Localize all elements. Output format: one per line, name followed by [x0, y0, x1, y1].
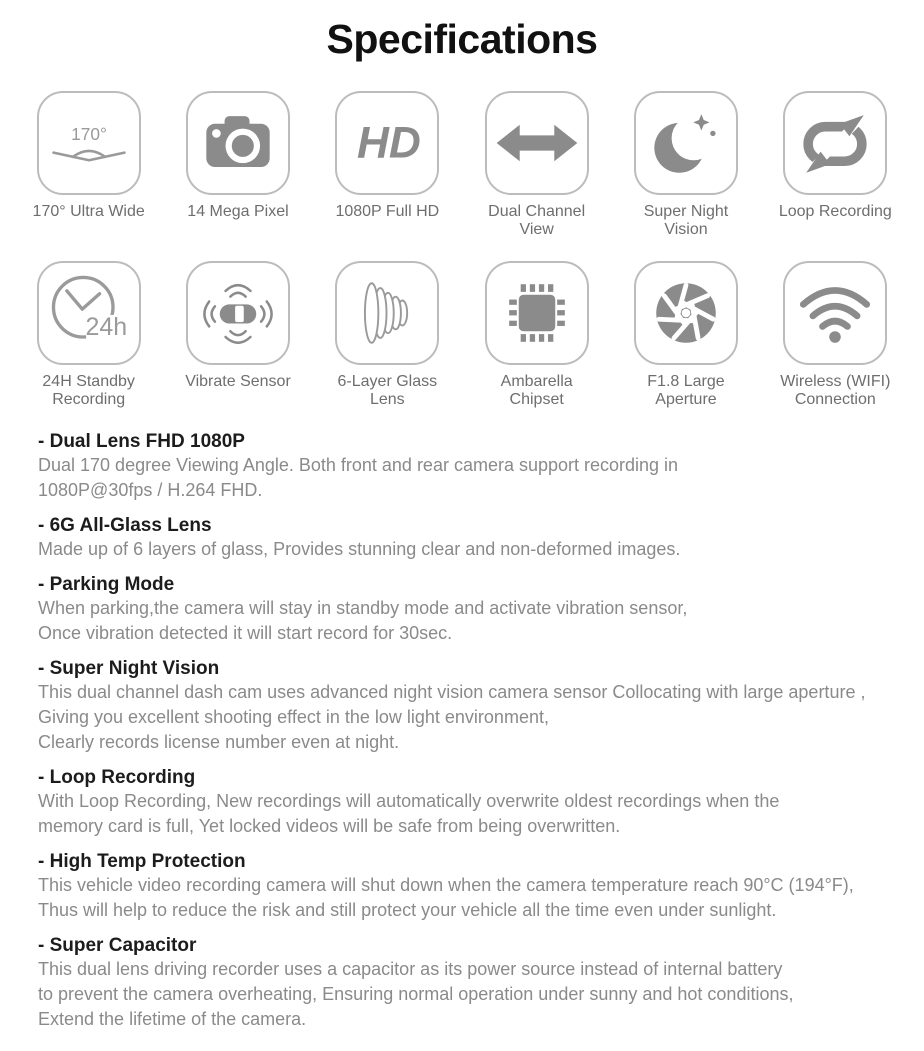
aperture-icon — [638, 265, 734, 361]
feature-dual-channel — [462, 91, 611, 239]
feature-label: Wireless (WIFI) Connection — [780, 373, 891, 408]
spec-line: 1080P@30fps / H.264 FHD. — [38, 480, 263, 500]
spec-heading: - Super Night Vision — [38, 658, 220, 679]
feature-label: Loop Recording — [778, 203, 892, 220]
icon-box — [186, 91, 290, 195]
spec-line: This dual channel dash cam uses advanced night vision camera sensor Collocating with large aperture , — [38, 682, 866, 702]
icon-box — [634, 91, 738, 195]
spec-line: This dual lens driving recorder uses a capacitor as its power source instead of internal battery — [38, 959, 783, 979]
clock-24h-icon — [41, 265, 137, 361]
feature-wifi — [761, 261, 910, 409]
icon-box — [335, 91, 439, 195]
spec-line: Dual 170 degree Viewing Angle. Both front and rear camera support recording in — [38, 455, 679, 475]
icon-box — [783, 261, 887, 365]
spec-section-loop-recording — [38, 767, 886, 839]
spec-line: This vehicle video recording camera will shut down when the camera temperature reach 90°C (194°F), — [38, 875, 854, 895]
moon-stars-icon — [638, 95, 734, 191]
wifi-icon — [787, 265, 883, 361]
feature-label: F1.8 Large Aperture — [647, 373, 725, 408]
spec-line: Made up of 6 layers of glass, Provides stunning clear and non-deformed images. — [38, 539, 681, 559]
spec-heading: - Dual Lens FHD 1080P — [38, 431, 245, 452]
feature-label: Ambarella Chipset — [500, 373, 573, 408]
spec-line: Once vibration detected it will start record for 30sec. — [38, 623, 453, 643]
feature-loop-recording — [761, 91, 910, 239]
spec-line: Giving you excellent shooting effect in the low light environment, — [38, 707, 549, 727]
spec-heading: - 6G All-Glass Lens — [38, 515, 212, 536]
feature-full-hd — [313, 91, 462, 239]
spec-section-high-temp — [38, 851, 886, 923]
spec-heading: - Loop Recording — [38, 767, 196, 788]
page-title: Specifications — [326, 16, 598, 62]
feature-24h-standby — [14, 261, 163, 409]
spec-section-night-vision — [38, 658, 886, 755]
spec-section-glass-lens — [38, 515, 886, 562]
icon-box — [37, 91, 141, 195]
spec-line: Clearly records license number even at night. — [38, 732, 400, 752]
feature-label: Dual Channel View — [488, 203, 586, 238]
spec-line: When parking,the camera will stay in standby mode and activate vibration sensor, — [38, 598, 688, 618]
feature-label: 1080P Full HD — [335, 203, 440, 220]
spec-text-area — [0, 431, 924, 1032]
icon-box — [335, 261, 439, 365]
feature-grid — [0, 91, 924, 409]
icon-box — [485, 261, 589, 365]
feature-label: 14 Mega Pixel — [187, 203, 289, 220]
icon-box — [186, 261, 290, 365]
icon-box — [783, 91, 887, 195]
spec-line: memory card is full, Yet locked videos will be safe from being overwritten. — [38, 816, 621, 836]
camera-icon — [190, 95, 286, 191]
svg-text:24h: 24h — [85, 313, 127, 342]
loop-icon — [787, 95, 883, 191]
icon-box — [634, 261, 738, 365]
icon-box — [37, 261, 141, 365]
spec-line: Extend the lifetime of the camera. — [38, 1009, 307, 1029]
spec-section-super-capacitor — [38, 935, 886, 1032]
spec-section-dual-lens — [38, 431, 886, 503]
spec-line: to prevent the camera overheating, Ensuring normal operation under sunny and hot conditions, — [38, 984, 794, 1004]
feature-label: 6-Layer Glass Lens — [337, 373, 438, 408]
spec-line: Thus will help to reduce the risk and still protect your vehicle all the time even under sunlight. — [38, 900, 777, 920]
spec-heading: - Parking Mode — [38, 574, 175, 595]
feature-glass-lens — [313, 261, 462, 409]
feature-label: 24H Standby Recording — [42, 373, 135, 408]
feature-chipset — [462, 261, 611, 409]
hd-icon — [339, 95, 435, 191]
icon-box — [485, 91, 589, 195]
glass-lens-icon — [339, 265, 435, 361]
svg-text:170°: 170° — [70, 124, 107, 145]
feature-label: 170° Ultra Wide — [32, 203, 145, 220]
feature-ultra-wide — [14, 91, 163, 239]
feature-label: Vibrate Sensor — [185, 373, 291, 390]
spec-section-parking-mode — [38, 574, 886, 646]
feature-mega-pixel — [163, 91, 312, 239]
feature-label: Super Night Vision — [643, 203, 729, 238]
spec-heading: - Super Capacitor — [38, 935, 197, 956]
spec-heading: - High Temp Protection — [38, 851, 246, 872]
spec-line: With Loop Recording, New recordings will automatically overwrite oldest recordings when the — [38, 791, 780, 811]
feature-vibrate-sensor — [163, 261, 312, 409]
feature-night-vision — [611, 91, 760, 239]
vibrate-car-icon — [190, 265, 286, 361]
wide-angle-icon — [41, 95, 137, 191]
feature-aperture — [611, 261, 760, 409]
chipset-icon — [489, 265, 585, 361]
dual-arrow-icon — [489, 95, 585, 191]
svg-text:HD: HD — [357, 118, 422, 168]
